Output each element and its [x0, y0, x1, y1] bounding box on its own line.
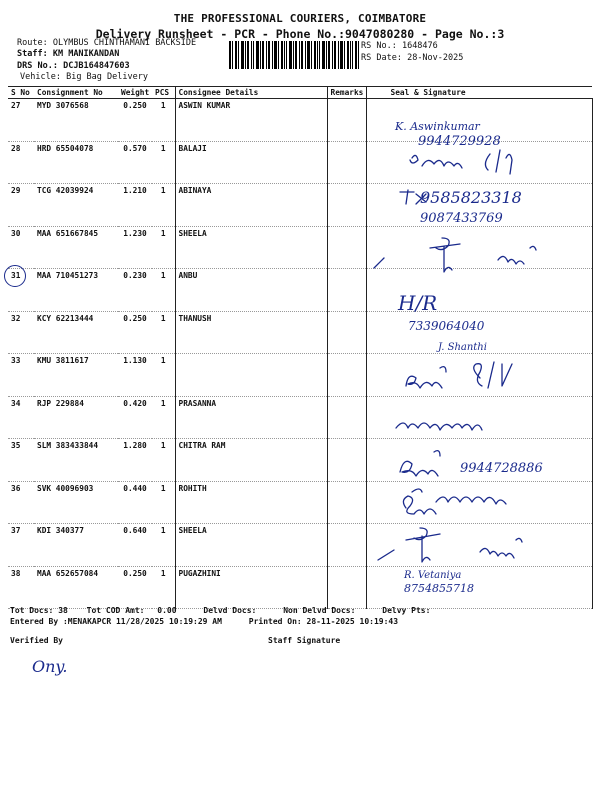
- row-consignment-no: MAA 651667845: [34, 226, 118, 269]
- row-consignee: BALAJI: [175, 141, 327, 184]
- row-sno: 36: [8, 481, 34, 524]
- drs-line: [17, 61, 130, 71]
- tot-docs-value: 38: [58, 606, 68, 615]
- row-weight: 1.210: [118, 184, 152, 227]
- row-consignment-no: HRD 65504078: [34, 141, 118, 184]
- hw-r35-phone: 9944728886: [460, 461, 543, 476]
- row-weight: 0.250: [118, 99, 152, 142]
- col-pcs: PCS: [152, 87, 175, 99]
- row-consignee: ABINAYA: [175, 184, 327, 227]
- row-consignee: ANBU: [175, 269, 327, 312]
- col-weight: Weight: [118, 87, 152, 99]
- rs-no-value: 1648476: [401, 41, 438, 51]
- hw-r27-phone: 9944729928: [418, 134, 501, 149]
- drs-value: DCJB164847603: [63, 61, 130, 71]
- row-consignment-no: KDI 340377: [34, 524, 118, 567]
- signature-row-37: [378, 528, 522, 562]
- row-consignment-no: KMU 3811617: [34, 354, 118, 397]
- row-sno: 31: [8, 269, 34, 312]
- row-weight: 0.570: [118, 141, 152, 184]
- row-weight: 1.130: [118, 354, 152, 397]
- staff-signature-label: Staff Signature: [268, 636, 341, 645]
- runsheet-title: Delivery Runsheet - PCR - Phone No.:9047080280 - Page No.:3: [95, 27, 505, 41]
- row-consignment-no: SVK 40096903: [34, 481, 118, 524]
- signature-row-33: [330, 362, 512, 388]
- vehicle-value: Big Bag Delivery: [66, 72, 148, 82]
- delvd-docs-label: Delvd Docs:: [203, 606, 257, 615]
- row-weight: 1.230: [118, 226, 152, 269]
- row-consignment-no: KCY 62213444: [34, 311, 118, 354]
- row-pcs: 1: [152, 226, 175, 269]
- row-weight: 0.250: [118, 566, 152, 609]
- verified-by-label: Verified By: [10, 636, 63, 645]
- col-remarks: Remarks: [327, 87, 366, 99]
- row-consignment-no: RJP 229884: [34, 396, 118, 439]
- staff-value: KM MANIKANDAN: [52, 49, 120, 59]
- col-consignee: Consignee Details: [175, 87, 327, 99]
- row-sno: 35: [8, 439, 34, 482]
- col-seal-signature: Seal & Signature: [366, 87, 592, 99]
- company-title: THE PROFESSIONAL COURIERS, COIMBATORE: [173, 12, 427, 25]
- row-sno: 32: [8, 311, 34, 354]
- row-weight: 0.640: [118, 524, 152, 567]
- row-pcs: 1: [152, 566, 175, 609]
- entered-by: Entered By :MENAKAPCR 11/28/2025 10:19:29 AM: [10, 617, 222, 626]
- hw-r29-phone-b: 9087433769: [420, 211, 503, 226]
- row-pcs: 1: [152, 269, 175, 312]
- hw-r32-phone: 7339064040: [408, 319, 485, 333]
- row-pcs: 1: [152, 141, 175, 184]
- tot-docs-label: Tot Docs:: [10, 606, 54, 615]
- signature-row-36: [403, 489, 506, 514]
- signature-row-28: [410, 150, 512, 174]
- row-consignee: [175, 354, 327, 397]
- circled-row-mark: [4, 265, 26, 287]
- vehicle-line: [20, 72, 148, 82]
- hw-r29-phone-a: 9585823318: [420, 188, 522, 207]
- row-consignment-no: TCG 42039924: [34, 184, 118, 227]
- hw-r32-name: H/R: [398, 291, 438, 315]
- route-line: [17, 38, 196, 48]
- row-weight: 0.230: [118, 269, 152, 312]
- row-sno: 33: [8, 354, 34, 397]
- rs-date-value: 28-Nov-2025: [407, 53, 464, 63]
- row-consignee: SHEELA: [175, 524, 327, 567]
- row-weight: 0.440: [118, 481, 152, 524]
- col-sno: S No: [8, 87, 34, 99]
- row-consignment-no: SLM 383433844: [34, 439, 118, 482]
- rs-date-line: [361, 53, 463, 63]
- hw-verified-sig: Ony.: [32, 657, 68, 676]
- row-weight: 1.280: [118, 439, 152, 482]
- row-pcs: 1: [152, 481, 175, 524]
- row-consignee: PUGAZHINI: [175, 566, 327, 609]
- row-consignment-no: MAA 710451273: [34, 269, 118, 312]
- vehicle-label: Vehicle:: [20, 72, 61, 82]
- row-consignee: ASWIN KUMAR: [175, 99, 327, 142]
- hw-r38-name: R. Vetaniya: [404, 570, 462, 581]
- rs-date-label: RS Date:: [361, 53, 402, 63]
- tot-cod-label: Tot COD Amt:: [86, 606, 145, 615]
- row-pcs: 1: [152, 99, 175, 142]
- row-consignee: ROHITH: [175, 481, 327, 524]
- signature-row-30: [374, 238, 536, 272]
- row-consignee: SHEELA: [175, 226, 327, 269]
- delvy-pts-label: Delvy Pts:: [382, 606, 431, 615]
- signature-row-38: [403, 570, 474, 595]
- tot-cod-value: 0.00: [157, 606, 177, 615]
- row-consignee: PRASANNA: [175, 396, 327, 439]
- totals-line: [10, 606, 430, 615]
- row-pcs: 1: [152, 524, 175, 567]
- drs-label: DRS No.:: [17, 61, 58, 71]
- signature-row-27: [394, 120, 501, 149]
- hw-r27-name: K. Aswinkumar: [395, 120, 480, 133]
- row-consignment-no: MYD 3076568: [34, 99, 118, 142]
- row-pcs: 1: [152, 396, 175, 439]
- entry-line: [10, 617, 398, 626]
- row-pcs: 1: [152, 439, 175, 482]
- signature-row-35: [400, 451, 543, 476]
- row-weight: 0.420: [118, 396, 152, 439]
- row-sno: 37: [8, 524, 34, 567]
- staff-label: Staff:: [17, 49, 48, 59]
- rs-no-label: RS No.:: [361, 41, 397, 51]
- hw-r32-sig: J. Shanthi: [438, 342, 487, 353]
- signature-area: [330, 100, 600, 600]
- row-sno: 29: [8, 184, 34, 227]
- row-sno: 38: [8, 566, 34, 609]
- signature-row-34: [396, 423, 482, 430]
- table-header-row: [8, 87, 592, 99]
- row-pcs: 1: [152, 184, 175, 227]
- row-sno: 28: [8, 141, 34, 184]
- row-sno: 30: [8, 226, 34, 269]
- staff-line: [17, 49, 119, 59]
- non-delvd-docs-label: Non Delvd Docs:: [283, 606, 356, 615]
- signature-row-32: [397, 291, 487, 353]
- row-weight: 0.250: [118, 311, 152, 354]
- printed-on: Printed On: 28-11-2025 10:19:43: [248, 617, 399, 626]
- hw-r38-phone: 8754855718: [404, 582, 474, 595]
- verified-signature: [30, 650, 100, 680]
- col-consignment: Consignment No: [34, 87, 118, 99]
- row-consignee: CHITRA RAM: [175, 439, 327, 482]
- row-sno: 27: [8, 99, 34, 142]
- row-pcs: 1: [152, 311, 175, 354]
- signature-row-29: [400, 188, 522, 226]
- row-consignee: THANUSH: [175, 311, 327, 354]
- row-pcs: 1: [152, 354, 175, 397]
- barcode: [229, 41, 359, 69]
- row-consignment-no: MAA 652657084: [34, 566, 118, 609]
- row-sno: 34: [8, 396, 34, 439]
- rs-no-line: [361, 41, 438, 51]
- route-label: Route:: [17, 38, 48, 48]
- route-value: OLYMBUS CHINTHAMANI BACKSIDE: [52, 38, 197, 48]
